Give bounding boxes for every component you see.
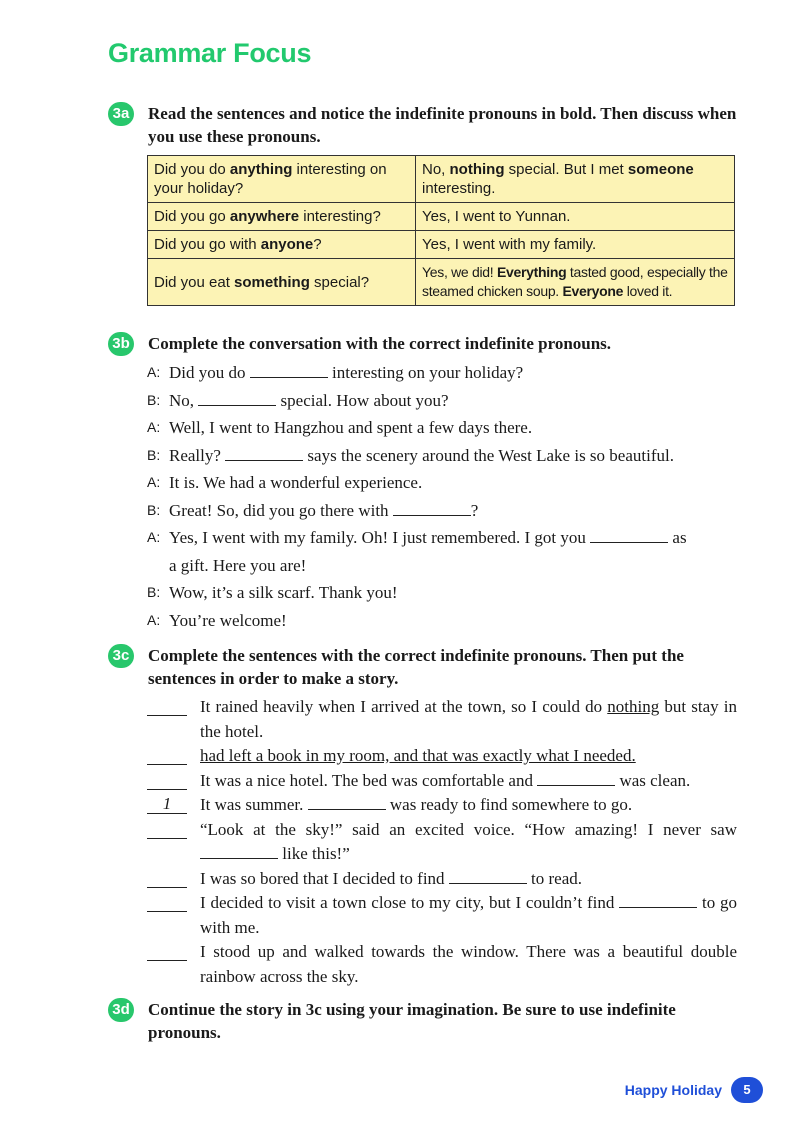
order-blank[interactable]	[147, 695, 187, 716]
speaker-label: B:	[147, 446, 161, 463]
story-sentences	[147, 695, 737, 989]
speaker-label: A:	[147, 419, 161, 435]
text-run: was clean.	[615, 770, 691, 790]
order-blank[interactable]	[147, 891, 187, 912]
text-run: to go with me.	[200, 893, 737, 937]
order-blank[interactable]	[147, 769, 187, 790]
line-text	[169, 524, 737, 552]
conversation-line	[147, 524, 737, 552]
bold-pronoun: anywhere	[229, 208, 300, 225]
text-run: I was so bored that I decided to find	[200, 868, 449, 888]
line-text	[169, 359, 737, 387]
story-text	[200, 793, 737, 818]
answer-blank[interactable]	[590, 528, 668, 543]
story-text	[200, 867, 737, 892]
line-text	[169, 414, 737, 442]
line-text	[169, 387, 737, 415]
conversation-line	[147, 442, 737, 470]
text-run: Did you go with	[154, 236, 261, 253]
bold-pronoun: Everyone	[562, 283, 624, 299]
text-run: says the scenery around the West Lake is so beautiful.	[303, 445, 674, 465]
instruction-3b: Complete the conversation with the correct indefinite pronouns.	[148, 334, 612, 353]
answer-blank[interactable]	[250, 363, 328, 378]
story-item	[147, 891, 737, 940]
story-text	[200, 818, 737, 867]
story-text	[200, 695, 737, 744]
line-text	[169, 552, 737, 580]
footer-unit-title: Happy Holiday	[624, 1082, 722, 1098]
text-run: ?	[313, 236, 322, 253]
text-run: I stood up and walked towards the window. There was a beautiful double rainbow across the sky.	[200, 942, 737, 986]
text-run: It was summer.	[200, 795, 308, 814]
text-run: loved it.	[623, 283, 673, 299]
story-text	[200, 940, 737, 989]
text-run: Well, I went to Hangzhou and spent a few days there.	[169, 418, 533, 437]
text-run: Yes, we did!	[422, 264, 497, 280]
text-run: Really?	[169, 445, 226, 465]
text-run: Did you eat	[154, 273, 235, 291]
bold-pronoun: Everything	[496, 264, 567, 280]
bold-pronoun: anything	[229, 161, 293, 178]
text-run: “Look at the sky!” said an excited voice. “How amazing! I never saw	[200, 819, 737, 839]
conversation-line	[147, 359, 737, 387]
section-3d	[108, 998, 738, 1044]
text-run: Yes, I went with my family. Oh! I just remembered. I got you	[169, 528, 591, 547]
page-title: Grammar Focus	[108, 38, 312, 68]
text-run: No,	[422, 161, 450, 178]
bold-pronoun: anyone	[260, 236, 314, 253]
question-cell	[148, 203, 416, 231]
table-row	[148, 231, 735, 259]
answer-blank[interactable]	[198, 391, 276, 406]
grammar-table	[147, 155, 735, 306]
line-text	[169, 469, 737, 497]
story-item	[147, 769, 737, 794]
bold-pronoun: someone	[627, 161, 694, 178]
story-text	[200, 769, 737, 794]
text-run: Yes, I went to Yunnan.	[422, 208, 571, 225]
text-run: No,	[169, 390, 199, 410]
story-text	[200, 744, 737, 769]
question-cell	[148, 156, 416, 203]
question-cell	[148, 231, 416, 259]
speaker-label: B:	[147, 584, 161, 600]
text-run: was ready to find somewhere to go.	[385, 795, 633, 814]
story-text	[200, 891, 737, 940]
speaker-label: A:	[147, 364, 161, 380]
instruction-3a: Read the sentences and notice the indefinite pronouns in bold. Then discuss when you use these pronouns.	[148, 104, 737, 146]
text-run: special. How about you?	[276, 390, 449, 410]
text-run: special. But I met	[504, 161, 628, 178]
text-run: Did you go	[154, 208, 230, 225]
text-run: It was a nice hotel. The bed was comfortable and	[200, 770, 538, 790]
text-run: interesting.	[422, 180, 496, 197]
text-run: Yes, I went with my family.	[422, 236, 597, 253]
text-run: a gift. Here you are!	[169, 555, 307, 575]
text-run: as	[668, 528, 687, 547]
speaker-label: B:	[147, 391, 161, 408]
text-run: Did you do	[154, 161, 230, 178]
example-answer: nothing	[607, 697, 660, 716]
line-text	[169, 579, 737, 607]
section-badge-3c: 3c	[108, 644, 134, 668]
conversation	[147, 359, 737, 634]
answer-blank[interactable]	[537, 771, 615, 786]
speaker-label: A:	[147, 611, 161, 628]
example-answer: had left a book in my room, and that was exactly what I needed.	[200, 746, 636, 765]
instruction-3c: Complete the sentences with the correct indefinite pronouns. Then put the sentences in order to make a story.	[148, 646, 684, 688]
answer-blank[interactable]	[449, 869, 527, 884]
conversation-line	[147, 579, 737, 607]
order-blank[interactable]: 1	[147, 793, 187, 814]
story-item	[147, 940, 737, 989]
text-run: interesting?	[299, 208, 381, 225]
answer-cell	[416, 156, 735, 203]
text-run: but stay in the hotel.	[200, 697, 737, 741]
text-run: tasted good, especially the steamed chicken soup.	[422, 264, 728, 299]
bold-pronoun: something	[234, 273, 310, 291]
conversation-line	[147, 469, 737, 497]
text-run: Wow, it’s a silk scarf. Thank you!	[169, 583, 398, 602]
speaker-label: A:	[147, 529, 161, 545]
table-row	[148, 203, 735, 231]
text-run: Great! So, did you go there with	[169, 500, 393, 520]
text-run: like this!”	[278, 844, 350, 863]
table-row	[148, 259, 735, 306]
answer-blank[interactable]	[619, 893, 697, 908]
answer-blank[interactable]	[308, 795, 386, 810]
text-run: Did you do	[169, 363, 250, 382]
text-run: to read.	[526, 868, 583, 888]
story-item	[147, 793, 737, 818]
answer-blank[interactable]	[225, 446, 303, 461]
table-row	[148, 156, 735, 203]
text-run: ?	[470, 500, 479, 520]
page-number: 5	[731, 1077, 763, 1103]
order-blank[interactable]	[147, 818, 187, 839]
conversation-line	[147, 414, 737, 442]
conversation-line	[147, 552, 737, 580]
speaker-label: B:	[147, 501, 161, 518]
conversation-line	[147, 387, 737, 415]
answer-cell	[416, 231, 735, 259]
section-badge-3d: 3d	[108, 998, 134, 1022]
story-item	[147, 818, 737, 867]
line-text	[169, 442, 737, 470]
text-run: interesting on your holiday?	[154, 161, 387, 197]
section-3c	[108, 644, 738, 690]
section-badge-3b: 3b	[108, 332, 134, 356]
question-cell	[148, 259, 416, 306]
section-badge-3a: 3a	[108, 102, 134, 126]
story-item	[147, 695, 737, 744]
order-blank[interactable]	[147, 867, 187, 888]
speaker-label: A:	[147, 474, 161, 490]
conversation-line	[147, 607, 737, 635]
text-run: interesting on your holiday?	[327, 363, 524, 382]
section-3b	[108, 332, 738, 355]
story-item	[147, 744, 737, 769]
order-blank[interactable]	[147, 940, 187, 961]
conversation-line	[147, 497, 737, 525]
text-run: You’re welcome!	[169, 610, 287, 630]
instruction-3d: Continue the story in 3c using your imagination. Be sure to use indefinite pronouns.	[148, 1000, 676, 1042]
answer-cell	[416, 203, 735, 231]
text-run: special?	[309, 273, 370, 291]
line-text	[169, 497, 737, 525]
answer-blank[interactable]	[200, 844, 278, 859]
section-3a	[108, 102, 738, 148]
line-text	[169, 607, 737, 635]
story-item	[147, 867, 737, 892]
text-run: It is. We had a wonderful experience.	[169, 473, 423, 492]
order-blank[interactable]	[147, 744, 187, 765]
text-run: It rained heavily when I arrived at the town, so I could do	[200, 697, 608, 716]
text-run: I decided to visit a town close to my city, but I couldn’t find	[200, 893, 620, 912]
answer-cell	[416, 259, 735, 306]
bold-pronoun: nothing	[449, 161, 505, 178]
answer-blank[interactable]	[393, 501, 471, 516]
